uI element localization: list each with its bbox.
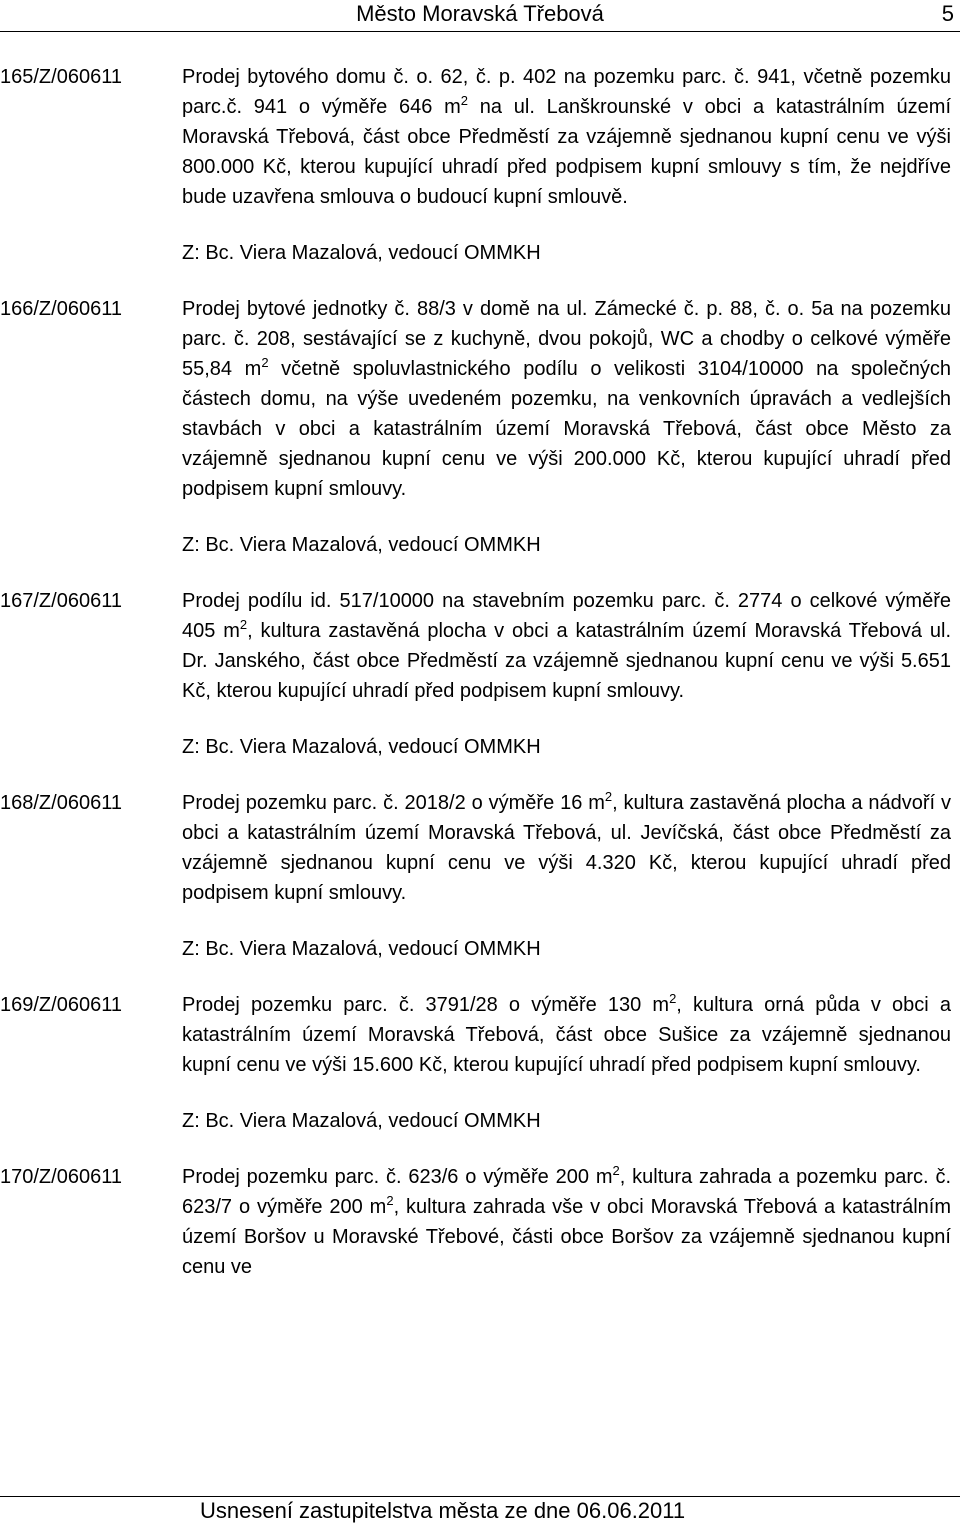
resolution-text: Prodej pozemku parc. č. 623/6 o výměře 200 $m^2$, kultura zahrada a pozemku parc. č. 623/7 o výměře 200 $m^2$, kultura zahrada vše v obci Moravská Třebová a katastrálním území Boršov u Moravské Třebové, části obce Boršov za vzájemně sjednanou kupní cenu ve [182, 1163, 951, 1278]
resolution-number: 170/Z/060611 [0, 1166, 122, 1188]
resolution-list [0, 62, 960, 1308]
resolution-responsible: Z: Bc. Viera Mazalová, vedoucí OMMKH [182, 1110, 541, 1132]
page-number: 5 [941, 1, 954, 26]
resolution-166 [0, 294, 960, 560]
header-title: Město Moravská Třebová [356, 1, 604, 26]
resolution-responsible: Z: Bc. Viera Mazalová, vedoucí OMMKH [182, 242, 541, 264]
footer-text: Usnesení zastupitelstva města ze dne 06.06.2011 [200, 1498, 686, 1523]
resolution-165 [0, 62, 960, 268]
resolution-number: 166/Z/060611 [0, 298, 122, 320]
resolution-number: 169/Z/060611 [0, 994, 122, 1016]
resolution-170 [0, 1162, 960, 1282]
resolution-responsible: Z: Bc. Viera Mazalová, vedoucí OMMKH [182, 938, 541, 960]
footer-divider [0, 1496, 960, 1497]
page-footer [0, 1496, 960, 1528]
resolution-number: 168/Z/060611 [0, 792, 122, 814]
resolution-167 [0, 586, 960, 762]
resolution-number: 165/Z/060611 [0, 66, 122, 88]
resolution-168 [0, 788, 960, 964]
resolution-number: 167/Z/060611 [0, 590, 122, 612]
resolution-text: Prodej bytové jednotky č. 88/3 v domě na ul. Zámecké č. p. 88, č. o. 5a na pozemku parc. č. 208, sestávající se z kuchyně, dvou pokojů, WC a chodby o celkové výměře 55,84 $m^2$ včetně spoluvlastnického podílu o velikosti 3104/10000 na společných částech domu, na výše uvedeném pozemku, na venkovních úpravách a vedlejších stavbách v obci a katastrálním území Moravská Třebová, část obce Město za vzájemně sjednanou kupní cenu ve výši 200.000 Kč, kterou kupující uhradí před podpisem kupní smlouvy. [182, 298, 952, 500]
resolution-text: Prodej pozemku parc. č. 3791/28 o výměře 130 $m^2$, kultura orná půda v obci a katastrálním území Moravská Třebová, část obce Sušice za vzájemně sjednanou kupní cenu ve výši 15.600 Kč, kterou kupující uhradí před podpisem kupní smlouvy. [182, 991, 952, 1076]
page-header [0, 0, 960, 30]
resolution-text: Prodej podílu id. 517/10000 na stavebním pozemku parc. č. 2774 o celkové výměře 405 $m^2$, kultura zastavěná plocha v obci a katastrálním území Moravská Třebová ul. Dr. Janského, část obce Předměstí za vzájemně sjednanou kupní cenu ve výši 5.651 Kč, kterou kupující uhradí před podpisem kupní smlouvy. [182, 590, 951, 702]
resolution-169 [0, 990, 960, 1136]
resolution-responsible: Z: Bc. Viera Mazalová, vedoucí OMMKH [182, 736, 541, 758]
resolution-text: Prodej pozemku parc. č. 2018/2 o výměře 16 $m^2$, kultura zastavěná plocha a nádvoří v obci a katastrálním území Moravská Třebová, ul. Jevíčská, část obce Předměstí za vzájemně sjednanou kupní cenu ve výši 4.320 Kč, kterou kupující uhradí před podpisem kupní smlouvy. [182, 789, 951, 904]
resolution-text: Prodej bytového domu č. o. 62, č. p. 402 na pozemku parc. č. 941, včetně pozemku parc.č. 941 o výměře 646 $m^2$ na ul. Lanškrounské v obci a katastrálním území Moravská Třebová, část obce Předměstí za vzájemně sjednanou kupní cenu ve výši 800.000 Kč, kterou kupující uhradí před podpisem kupní smlouvy s tím, že nejdříve bude uzavřena smlouva o budoucí kupní smlouvě. [182, 66, 952, 208]
header-divider [0, 31, 960, 32]
resolution-responsible: Z: Bc. Viera Mazalová, vedoucí OMMKH [182, 534, 541, 556]
